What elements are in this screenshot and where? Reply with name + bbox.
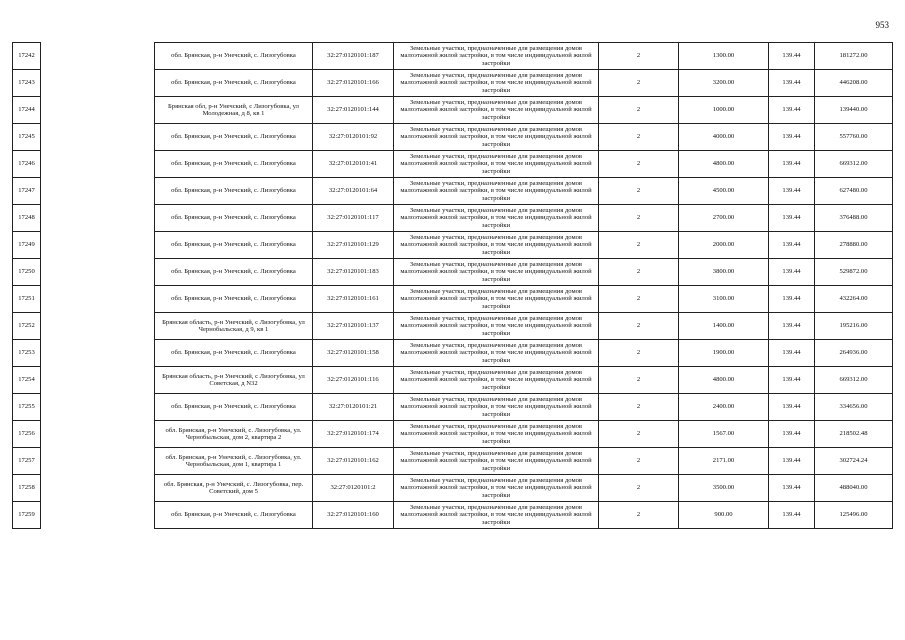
row-number-cell: 17256	[13, 421, 41, 448]
group-cell: 2	[599, 313, 679, 340]
table-row	[13, 97, 893, 124]
area-cell: 1567.00	[679, 421, 769, 448]
land-use-cell: Земельные участки, предназначенные для размещения домов малоэтажной жилой застройки, в том числе индивидуальной жилой застройки	[394, 394, 599, 421]
cadastral-number-cell: 32:27:0120101:129	[313, 232, 394, 259]
land-registry-table	[12, 42, 893, 529]
area-cell: 3200.00	[679, 70, 769, 97]
area-cell: 3100.00	[679, 286, 769, 313]
specific-value-cell: 139.44	[769, 124, 815, 151]
group-cell: 2	[599, 394, 679, 421]
land-use-cell: Земельные участки, предназначенные для размещения домов малоэтажной жилой застройки, в том числе индивидуальной жилой застройки	[394, 259, 599, 286]
address-cell: обл. Брянская, р-н Унечский, с. Лизогубовка, пер. Советский, дом 5	[155, 475, 313, 502]
gap-cell	[41, 367, 155, 394]
specific-value-cell: 139.44	[769, 475, 815, 502]
cadastral-number-cell: 32:27:0120101:116	[313, 367, 394, 394]
table-row	[13, 124, 893, 151]
gap-cell	[41, 124, 155, 151]
cadastral-value-cell: 669312.00	[815, 151, 893, 178]
land-use-cell: Земельные участки, предназначенные для размещения домов малоэтажной жилой застройки, в том числе индивидуальной жилой застройки	[394, 124, 599, 151]
gap-cell	[41, 205, 155, 232]
group-cell: 2	[599, 232, 679, 259]
row-number-cell: 17247	[13, 178, 41, 205]
row-number-cell: 17245	[13, 124, 41, 151]
address-cell: обл. Брянская, р-н Унечский, с. Лизогубовка	[155, 394, 313, 421]
land-use-cell: Земельные участки, предназначенные для размещения домов малоэтажной жилой застройки, в том числе индивидуальной жилой застройки	[394, 97, 599, 124]
area-cell: 2400.00	[679, 394, 769, 421]
land-use-cell: Земельные участки, предназначенные для размещения домов малоэтажной жилой застройки, в том числе индивидуальной жилой застройки	[394, 313, 599, 340]
gap-cell	[41, 97, 155, 124]
row-number-cell: 17244	[13, 97, 41, 124]
specific-value-cell: 139.44	[769, 232, 815, 259]
area-cell: 2000.00	[679, 232, 769, 259]
gap-cell	[41, 70, 155, 97]
table-row	[13, 448, 893, 475]
table-row	[13, 367, 893, 394]
gap-cell	[41, 313, 155, 340]
group-cell: 2	[599, 502, 679, 529]
gap-cell	[41, 340, 155, 367]
table-row	[13, 43, 893, 70]
group-cell: 2	[599, 178, 679, 205]
table-row	[13, 340, 893, 367]
cadastral-number-cell: 32:27:0120101:174	[313, 421, 394, 448]
cadastral-value-cell: 181272.00	[815, 43, 893, 70]
gap-cell	[41, 43, 155, 70]
land-use-cell: Земельные участки, предназначенные для размещения домов малоэтажной жилой застройки, в том числе индивидуальной жилой застройки	[394, 232, 599, 259]
cadastral-number-cell: 32:27:0120101:160	[313, 502, 394, 529]
gap-cell	[41, 259, 155, 286]
cadastral-number-cell: 32:27:0120101:2	[313, 475, 394, 502]
address-cell: обл. Брянская, р-н Унечский, с. Лизогубовка	[155, 259, 313, 286]
row-number-cell: 17248	[13, 205, 41, 232]
table-row	[13, 70, 893, 97]
address-cell: обл. Брянская, р-н Унечский, с. Лизогубовка	[155, 124, 313, 151]
row-number-cell: 17243	[13, 70, 41, 97]
row-number-cell: 17253	[13, 340, 41, 367]
gap-cell	[41, 151, 155, 178]
land-use-cell: Земельные участки, предназначенные для размещения домов малоэтажной жилой застройки, в том числе индивидуальной жилой застройки	[394, 421, 599, 448]
specific-value-cell: 139.44	[769, 502, 815, 529]
area-cell: 1900.00	[679, 340, 769, 367]
cadastral-value-cell: 432264.00	[815, 286, 893, 313]
cadastral-value-cell: 627480.00	[815, 178, 893, 205]
address-cell: обл. Брянская, р-н Унечский, с. Лизогубовка	[155, 340, 313, 367]
table-row	[13, 286, 893, 313]
row-number-cell: 17246	[13, 151, 41, 178]
land-use-cell: Земельные участки, предназначенные для размещения домов малоэтажной жилой застройки, в том числе индивидуальной жилой застройки	[394, 70, 599, 97]
group-cell: 2	[599, 151, 679, 178]
land-use-cell: Земельные участки, предназначенные для размещения домов малоэтажной жилой застройки, в том числе индивидуальной жилой застройки	[394, 475, 599, 502]
group-cell: 2	[599, 43, 679, 70]
specific-value-cell: 139.44	[769, 151, 815, 178]
address-cell: Брянская область, р-н Унечский, с Лизогубовка, ул Чернобыльская, д 9, кв 1	[155, 313, 313, 340]
land-use-cell: Земельные участки, предназначенные для размещения домов малоэтажной жилой застройки, в том числе индивидуальной жилой застройки	[394, 205, 599, 232]
group-cell: 2	[599, 448, 679, 475]
cadastral-number-cell: 32:27:0120101:21	[313, 394, 394, 421]
gap-cell	[41, 394, 155, 421]
cadastral-value-cell: 488040.00	[815, 475, 893, 502]
row-number-cell: 17250	[13, 259, 41, 286]
address-cell: Брянская обл, р-н Унечский, с Лизогубовка, ул Молодежная, д 8, кв 1	[155, 97, 313, 124]
table-row	[13, 259, 893, 286]
cadastral-number-cell: 32:27:0120101:137	[313, 313, 394, 340]
address-cell: обл. Брянская, р-н Унечский, с. Лизогубовка, ул. Чернобыльская, дом 1, квартира 1	[155, 448, 313, 475]
row-number-cell: 17242	[13, 43, 41, 70]
group-cell: 2	[599, 124, 679, 151]
area-cell: 4800.00	[679, 367, 769, 394]
area-cell: 2700.00	[679, 205, 769, 232]
land-use-cell: Земельные участки, предназначенные для размещения домов малоэтажной жилой застройки, в том числе индивидуальной жилой застройки	[394, 43, 599, 70]
area-cell: 2171.00	[679, 448, 769, 475]
gap-cell	[41, 502, 155, 529]
land-use-cell: Земельные участки, предназначенные для размещения домов малоэтажной жилой застройки, в том числе индивидуальной жилой застройки	[394, 151, 599, 178]
cadastral-value-cell: 139440.00	[815, 97, 893, 124]
gap-cell	[41, 475, 155, 502]
cadastral-value-cell: 376488.00	[815, 205, 893, 232]
address-cell: обл. Брянская, р-н Унечский, с. Лизогубовка	[155, 502, 313, 529]
cadastral-value-cell: 557760.00	[815, 124, 893, 151]
table-row	[13, 421, 893, 448]
cadastral-value-cell: 669312.00	[815, 367, 893, 394]
land-use-cell: Земельные участки, предназначенные для размещения домов малоэтажной жилой застройки, в том числе индивидуальной жилой застройки	[394, 502, 599, 529]
table-row	[13, 151, 893, 178]
specific-value-cell: 139.44	[769, 421, 815, 448]
address-cell: обл. Брянская, р-н Унечский, с. Лизогубовка	[155, 178, 313, 205]
group-cell: 2	[599, 286, 679, 313]
cadastral-value-cell: 529872.00	[815, 259, 893, 286]
address-cell: обл. Брянская, р-н Унечский, с. Лизогубовка, ул. Чернобыльская, дом 2, квартира 2	[155, 421, 313, 448]
page-number: 953	[875, 20, 889, 30]
table-row	[13, 502, 893, 529]
address-cell: обл. Брянская, р-н Унечский, с. Лизогубовка	[155, 205, 313, 232]
table-row	[13, 205, 893, 232]
cadastral-number-cell: 32:27:0120101:41	[313, 151, 394, 178]
row-number-cell: 17254	[13, 367, 41, 394]
area-cell: 900.00	[679, 502, 769, 529]
cadastral-value-cell: 446208.00	[815, 70, 893, 97]
cadastral-number-cell: 32:27:0120101:64	[313, 178, 394, 205]
area-cell: 3800.00	[679, 259, 769, 286]
address-cell: обл. Брянская, р-н Унечский, с. Лизогубовка	[155, 43, 313, 70]
row-number-cell: 17252	[13, 313, 41, 340]
cadastral-number-cell: 32:27:0120101:92	[313, 124, 394, 151]
address-cell: обл. Брянская, р-н Унечский, с. Лизогубовка	[155, 232, 313, 259]
table-row	[13, 394, 893, 421]
gap-cell	[41, 178, 155, 205]
specific-value-cell: 139.44	[769, 448, 815, 475]
gap-cell	[41, 421, 155, 448]
area-cell: 3500.00	[679, 475, 769, 502]
land-use-cell: Земельные участки, предназначенные для размещения домов малоэтажной жилой застройки, в том числе индивидуальной жилой застройки	[394, 448, 599, 475]
cadastral-value-cell: 125496.00	[815, 502, 893, 529]
area-cell: 1300.00	[679, 43, 769, 70]
cadastral-value-cell: 334656.00	[815, 394, 893, 421]
group-cell: 2	[599, 421, 679, 448]
area-cell: 4800.00	[679, 151, 769, 178]
specific-value-cell: 139.44	[769, 340, 815, 367]
land-use-cell: Земельные участки, предназначенные для размещения домов малоэтажной жилой застройки, в том числе индивидуальной жилой застройки	[394, 340, 599, 367]
gap-cell	[41, 448, 155, 475]
specific-value-cell: 139.44	[769, 205, 815, 232]
table-row	[13, 475, 893, 502]
specific-value-cell: 139.44	[769, 367, 815, 394]
table-row	[13, 313, 893, 340]
row-number-cell: 17257	[13, 448, 41, 475]
area-cell: 4000.00	[679, 124, 769, 151]
gap-cell	[41, 232, 155, 259]
area-cell: 1400.00	[679, 313, 769, 340]
group-cell: 2	[599, 70, 679, 97]
group-cell: 2	[599, 367, 679, 394]
specific-value-cell: 139.44	[769, 43, 815, 70]
address-cell: обл. Брянская, р-н Унечский, с. Лизогубовка	[155, 70, 313, 97]
cadastral-value-cell: 264936.00	[815, 340, 893, 367]
table-row	[13, 178, 893, 205]
group-cell: 2	[599, 340, 679, 367]
cadastral-number-cell: 32:27:0120101:161	[313, 286, 394, 313]
row-number-cell: 17255	[13, 394, 41, 421]
group-cell: 2	[599, 259, 679, 286]
group-cell: 2	[599, 97, 679, 124]
address-cell: обл. Брянская, р-н Унечский, с. Лизогубовка	[155, 151, 313, 178]
land-use-cell: Земельные участки, предназначенные для размещения домов малоэтажной жилой застройки, в том числе индивидуальной жилой застройки	[394, 367, 599, 394]
address-cell: Брянская область, р-н Унечский, с Лизогубовка, ул Советская, д N32	[155, 367, 313, 394]
cadastral-number-cell: 32:27:0120101:187	[313, 43, 394, 70]
specific-value-cell: 139.44	[769, 97, 815, 124]
cadastral-number-cell: 32:27:0120101:162	[313, 448, 394, 475]
specific-value-cell: 139.44	[769, 259, 815, 286]
table-row	[13, 232, 893, 259]
specific-value-cell: 139.44	[769, 178, 815, 205]
cadastral-number-cell: 32:27:0120101:158	[313, 340, 394, 367]
specific-value-cell: 139.44	[769, 394, 815, 421]
specific-value-cell: 139.44	[769, 286, 815, 313]
cadastral-number-cell: 32:27:0120101:144	[313, 97, 394, 124]
land-use-cell: Земельные участки, предназначенные для размещения домов малоэтажной жилой застройки, в том числе индивидуальной жилой застройки	[394, 178, 599, 205]
cadastral-value-cell: 302724.24	[815, 448, 893, 475]
address-cell: обл. Брянская, р-н Унечский, с. Лизогубовка	[155, 286, 313, 313]
cadastral-number-cell: 32:27:0120101:117	[313, 205, 394, 232]
specific-value-cell: 139.44	[769, 313, 815, 340]
specific-value-cell: 139.44	[769, 70, 815, 97]
gap-cell	[41, 286, 155, 313]
land-use-cell: Земельные участки, предназначенные для размещения домов малоэтажной жилой застройки, в том числе индивидуальной жилой застройки	[394, 286, 599, 313]
cadastral-number-cell: 32:27:0120101:183	[313, 259, 394, 286]
cadastral-value-cell: 218502.48	[815, 421, 893, 448]
area-cell: 1000.00	[679, 97, 769, 124]
group-cell: 2	[599, 205, 679, 232]
row-number-cell: 17251	[13, 286, 41, 313]
group-cell: 2	[599, 475, 679, 502]
cadastral-value-cell: 278880.00	[815, 232, 893, 259]
row-number-cell: 17249	[13, 232, 41, 259]
cadastral-value-cell: 195216.00	[815, 313, 893, 340]
row-number-cell: 17259	[13, 502, 41, 529]
cadastral-number-cell: 32:27:0120101:166	[313, 70, 394, 97]
row-number-cell: 17258	[13, 475, 41, 502]
area-cell: 4500.00	[679, 178, 769, 205]
